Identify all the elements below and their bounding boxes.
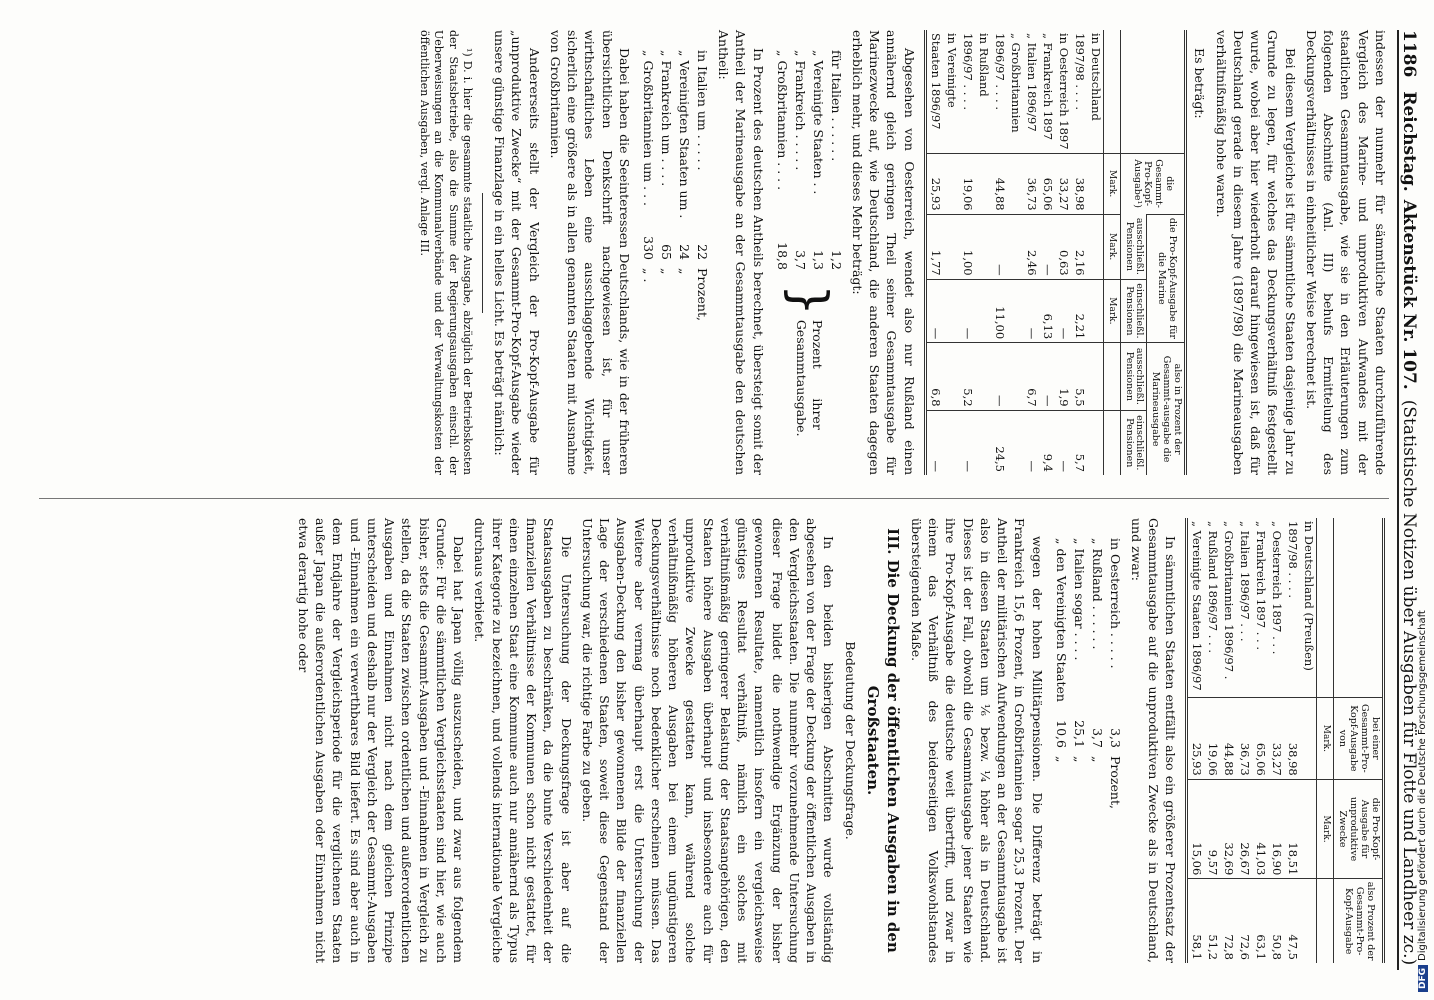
unit-label: Mark. <box>1317 779 1334 879</box>
cell-value: 26,67 <box>1236 779 1252 879</box>
cell-value: — <box>925 279 943 343</box>
row-label: „ Italien 1896/97 . . . <box>1238 521 1253 642</box>
table-row <box>975 30 991 475</box>
cell-value: — <box>1039 214 1055 279</box>
cell-value <box>1007 214 1023 279</box>
cell-value: 6,13 <box>1039 279 1055 343</box>
list-unit: „ <box>658 268 674 275</box>
table-row <box>1023 30 1039 475</box>
cell-value: 44,88 <box>1220 698 1236 780</box>
row-label: 1897/98 . . . . <box>1072 33 1087 111</box>
row-label: in Vereinigte <box>944 33 959 108</box>
cell-value: 1,9 <box>1055 343 1071 410</box>
table-row <box>1055 30 1071 475</box>
list-value: 25,1 <box>1071 720 1087 748</box>
list-label: in Oesterreich . . . . . <box>1107 538 1123 669</box>
row-label: „ Oesterreich 1897 . . . <box>1270 521 1285 655</box>
row-label: „ Italien 1896/97 <box>1024 33 1039 132</box>
list-label: „ den Vereinigten Staaten <box>1053 538 1069 702</box>
cell-value: 18,51 <box>1284 779 1300 879</box>
cell-value: 5,2 <box>959 343 975 410</box>
list-item <box>1106 538 1124 963</box>
footnote: ¹) D. i. hier die gesammte staatliche Ausgabe, abzüglich der Betriebskosten der Staatsbetriebe, also die Summe der Regierungsausgaben einschl. der Ueberweisungen an die Kommunalverbände und der Verwaltungskosten der öffentlichen Ausgaben, vergl. Anlage III. <box>418 30 474 475</box>
list-item <box>1052 538 1070 963</box>
cell-value <box>1007 343 1023 410</box>
table-row <box>1007 30 1023 475</box>
cell-value <box>1087 410 1104 475</box>
row-label: „ Großbritannien <box>1008 33 1023 133</box>
col-header-marine: die Pro-Kopf-Ausgabe für die Marine <box>1147 214 1186 343</box>
table-row <box>1071 30 1087 475</box>
column-divider <box>39 498 1389 499</box>
cell-value: 25,93 <box>1187 698 1205 780</box>
cell-value <box>1087 279 1104 343</box>
table-row <box>1039 30 1055 475</box>
table-row <box>1268 518 1284 963</box>
list-label: „ Frankreich . . . . . <box>792 50 808 171</box>
cell-value: — <box>1055 410 1071 475</box>
paragraph: Bei diesem Vergleiche ist für sämmtliche Staaten dasjenige Jahr zu Grunde zu legen, für welches das Deckungsverhältniß festgestellt wurde, wobei aber hier wiederholt darauf hingewiesen ist, daß für Deutschland gerade in diesem Jahre (1897/98) die Marineausgaben verhältnißmäßig hohe waren. <box>1213 30 1298 475</box>
table-row <box>1187 518 1205 963</box>
cell-value: 65,06 <box>1039 153 1055 214</box>
col-header-excl: ausschließl. Pensionen <box>1120 214 1147 279</box>
cell-value: 32,69 <box>1220 779 1236 879</box>
list-label: „ Großbritannien um . . . <box>640 50 656 206</box>
cell-value <box>1007 410 1023 475</box>
cell-value: — <box>1023 410 1039 475</box>
paragraph: In den beiden bisherigen Abschnitten wurde vollständig abgesehen von der Frage der Deckung der öffentlichen Ausgaben in den Vergleichsstaaten. Die nunmehr vorzunehmende Untersuchung dieser Frage bildet die nothwendige Ergänzung der bisher gewonnenen Resultate, namentlich insofern ein vergleichsweise günstiges Resultat verhältniß, nämlich ein solches mit verhältnißmäßig geringerer Belastung der Staatsangehörigen, den Staaten höhere Ausgaben überhaupt und insbesondere auch für unproduktive Zwecke gestatten kann, während solche verhältnißmäßig höheren Ausgaben bei einem ungünstigeren Deckungsverhältnisse noch bedenklicher erscheinen müssen. Das Weitere aber vermag überhaupt erst die Untersuchung der Ausgaben-Deckung den bisher gewonnenen Bilde der finanziellen Lage der verschiedenen Staaten, soweit diese Gegenstand der Untersuchung war, die richtige Farbe zu geben. <box>579 518 837 963</box>
list-label: „ Großbritannien . . . . <box>774 50 790 191</box>
cell-value: 19,06 <box>959 153 975 214</box>
col-header-percent: also Prozent der Gesammt-Pro-Kopf-Ausgabe <box>1334 879 1384 963</box>
row-label: „ Vereinigte Staaten 1896/97 <box>1190 521 1205 691</box>
cell-value: 41,03 <box>1252 779 1268 879</box>
cell-value: 38,98 <box>1284 698 1300 780</box>
cell-value <box>1300 698 1317 780</box>
cell-value: 1,00 <box>959 214 975 279</box>
cell-value <box>1087 343 1104 410</box>
list-unit: „ . <box>640 268 656 283</box>
cell-value: 65,06 <box>1252 698 1268 780</box>
list-label: „ Vereinigte Staaten . . <box>810 50 826 195</box>
paragraph: wegen der hohen Militärpensionen. Die Differenz beträgt in Frankreich 15,6 Prozent, in Großbritannien sogar 25,3 Prozent. Der Antheil der militärischen Aufwendungen an der Gesammtausgabe ist also in diesen Staaten um ⅙ bezw. ¼ höher als in Deutschland. Dieses ist der Fall, obwohl die Gesammtausgabe jener Staaten wie ihre Pro-Kopf-Ausgabe die deutsche weit übertrifft, und zwar in einem das Verhältniß des beiderseitigen Volkswohlstandes übersteigenden Maße. <box>908 518 1045 963</box>
cell-value: 58,1 <box>1187 879 1205 963</box>
header-reichstag: Reichstag. <box>1399 91 1419 192</box>
row-label: 1896/97 . . . . <box>960 33 975 111</box>
list-value: 3,7 <box>1089 728 1105 748</box>
col-header-total: die Gesammt-Pro-Kopf-Ausgabe¹) <box>1120 153 1186 214</box>
brace-glyph: } <box>779 284 838 316</box>
cell-value: 36,73 <box>1236 698 1252 780</box>
list-value: 3,3 <box>1107 728 1123 748</box>
table-row <box>959 30 975 475</box>
table-row <box>943 30 959 475</box>
row-label: 1897/98 . . . . <box>1286 521 1301 599</box>
table-row <box>1220 518 1236 963</box>
table-row <box>1252 518 1268 963</box>
list-label: „ Italien sogar . . . . <box>1071 538 1087 661</box>
cell-value <box>1087 214 1104 279</box>
col-header-percent: also in Prozent der Gesammt-ausgabe die Marineausgabe <box>1147 343 1186 475</box>
cell-value <box>1300 779 1317 879</box>
row-label: „ Rußland 1896/97 . . . <box>1206 521 1221 654</box>
list-unit: „ <box>1071 756 1087 763</box>
dfg-logo: DFG <box>1418 965 1428 992</box>
list-item <box>639 50 657 475</box>
cell-value: 6,7 <box>1023 343 1039 410</box>
cell-value: 72,8 <box>1220 879 1236 963</box>
cell-value <box>975 279 991 343</box>
cell-value: 9,57 <box>1204 779 1220 879</box>
col-header-incl: einschließl. Pensionen <box>1120 410 1147 475</box>
list-value: 1,2 <box>828 250 844 270</box>
row-label: 1896/97 . . . . <box>992 33 1007 111</box>
unproductive-expenditure-table <box>1185 518 1385 963</box>
row-label: in Rußland <box>976 33 991 97</box>
cell-value: — <box>991 343 1007 410</box>
header-aktenstueck: Aktenstück Nr. 107. <box>1399 199 1419 390</box>
list-value: 65 <box>658 244 674 260</box>
cell-value: 11,00 <box>991 279 1007 343</box>
col-header-incl: einschließl. Pensionen <box>1120 279 1147 343</box>
row-label: „ Frankreich 1897 . . . <box>1254 521 1269 651</box>
unit-label: Mark. <box>1103 153 1120 214</box>
cell-value <box>1087 153 1104 214</box>
row-label: Staaten 1896/97 <box>928 33 943 130</box>
page-number: 1186 <box>1399 30 1419 78</box>
cell-value: 6,8 <box>925 343 943 410</box>
list-value: 3,7 <box>792 250 808 270</box>
brace-list <box>773 50 845 475</box>
list-value: 18,8 <box>774 242 790 270</box>
list-value: 24 <box>676 244 692 260</box>
cell-value: 33,27 <box>1055 153 1071 214</box>
list-item <box>657 50 675 475</box>
cell-value <box>943 214 959 279</box>
brace-text: Prozent ihrer Gesammtausgabe. <box>793 319 825 437</box>
cell-value: 2,46 <box>1023 214 1039 279</box>
section-subtitle: Bedeutung der Deckungsfrage. <box>842 641 858 840</box>
list-label: „ Vereinigten Staaten um . <box>676 50 692 219</box>
col-header-total: bei einer Gesammt-Pro-Kopf-Ausgabe von <box>1334 698 1384 780</box>
cell-value: 5,5 <box>1071 343 1087 410</box>
right-column <box>291 518 1389 963</box>
row-label: „ Großbritannien 1896/97 . <box>1222 521 1237 680</box>
unit-label: Mark. <box>1103 214 1120 279</box>
cell-value <box>1007 153 1023 214</box>
cell-value: — <box>1039 343 1055 410</box>
cell-value: — <box>1023 279 1039 343</box>
table-row <box>1284 518 1300 963</box>
paragraph: Abgesehen von Oesterreich, wendet also nur Rußland einen annähernd gleich geringen Theil seiner Gesammtausgabe für Marinezwecke auf, wie Deutschland, die anderen Staaten dagegen erheblich mehr, und dieses Mehr beträgt: <box>849 30 917 475</box>
col-header-excl: ausschließl. Pensionen <box>1120 343 1147 410</box>
cell-value <box>943 279 959 343</box>
cell-value: 2,21 <box>1071 279 1087 343</box>
cell-value: 51,2 <box>1204 879 1220 963</box>
cell-value: — <box>991 214 1007 279</box>
list-value: 10,6 <box>1053 720 1069 748</box>
list-unit: „ <box>1053 756 1069 763</box>
cell-value: — <box>959 279 975 343</box>
digitization-credit <box>1417 610 1428 992</box>
cell-value: — <box>959 410 975 475</box>
list-unit: Prozent, <box>1107 756 1123 809</box>
credit-text: Digitalisierung gefördert durch die Deutsche Forschungsgemeinschaft <box>1417 610 1428 961</box>
list-label: für Italien . . . . . . <box>828 50 844 162</box>
row-label: in Oesterreich 1897 <box>1056 33 1071 150</box>
table-row <box>1087 30 1104 475</box>
paragraph: Dabei haben die Seeinteressen Deutschlands, wie in der früheren übersichtlichen Denkschrift nachgewiesen ist, für unser wirthschaftliches Leben eine ausschlaggebende Wichtigkeit, sicherlich eine größere als in allen genannten Staaten mit Ausnahme von Großbritannien. <box>547 30 632 475</box>
percent-list <box>1052 538 1124 963</box>
cell-value: 50,8 <box>1268 879 1284 963</box>
cell-value: 44,88 <box>991 153 1007 214</box>
list-unit: „ <box>676 268 692 275</box>
list-value: 1,3 <box>810 250 826 270</box>
table-row <box>925 30 943 475</box>
table-row <box>1204 518 1220 963</box>
cell-value <box>1300 879 1317 963</box>
cell-value: 24,5 <box>991 410 1007 475</box>
cell-value <box>975 410 991 475</box>
list-value: 22 <box>694 244 710 260</box>
list-label: „ Frankreich um . . . . <box>658 50 674 187</box>
cell-value: 72,6 <box>1236 879 1252 963</box>
table-row <box>991 30 1007 475</box>
paragraph: indessen der nunmehr für sämmtliche Staaten durchzuführende Vergleich des Marine- und unproduktiven Aufwandes mit der staatlichen Gesammtausgabe, wie sie in den Erläuterungen zum folgenden Abschnitte (Anl. III) behufs Ermittelung des Deckungsverhältnisses in einheitlicher Weise berechnet ist. <box>1304 30 1388 475</box>
unit-label: Mark. <box>1103 279 1120 343</box>
col-header-unproductive: die Pro-Kopf-Ausgabe für unproduktive Zwecke <box>1334 779 1384 879</box>
cell-value: 25,93 <box>925 153 943 214</box>
paragraph: Dabei hat Japan völlig auszuscheiden, und zwar aus folgendem Grunde: Für die sämmtlichen Vergleichsstaaten sind hier, wie auch bisher, stets die Gesammt-Ausgaben und -Einnahmen in Vergleich zu stellen, da die Staaten zwischen ordentlichen und außerordentlichen Ausgaben und Einnahmen nicht nach dem gleichen Prinzipe unterscheiden und deshalb nur der Vergleich der Gesammt-Ausgaben und -Einnahmen ein verwerthbares Bild liefert. Es sind aber auch in dem Endjahre der Vergleichsperiode für die verglichenen Staaten außer Japan die außerordentlichen Ausgaben oder Einnahmen nicht etwa derartig hohe oder <box>295 518 467 963</box>
paragraph: In sämmtlichen Staaten entfällt also ein größerer Prozentsatz der Gesammtausgabe auf die unproduktiven Zwecke als in Deutschland, und zwar: <box>1128 518 1179 963</box>
section-title: III. Die Deckung der öffentlichen Ausgaben in den Großstaaten. <box>864 528 902 953</box>
cell-value: 36,73 <box>1023 153 1039 214</box>
cell-value: 47,5 <box>1284 879 1300 963</box>
list-item <box>827 50 845 280</box>
list-label: in Italien um . . . . . <box>694 50 710 171</box>
footnote-separator <box>482 193 483 313</box>
left-column <box>413 30 1389 475</box>
paragraph: Es beträgt: <box>1192 48 1208 119</box>
cell-value <box>975 343 991 410</box>
cell-value <box>943 410 959 475</box>
list-item <box>1088 538 1106 963</box>
table-row <box>1300 518 1317 963</box>
list-unit: „ <box>1089 756 1105 763</box>
row-label: „ Frankreich 1897 <box>1040 33 1055 141</box>
percent-list <box>639 50 711 475</box>
cell-value: 38,98 <box>1071 153 1087 214</box>
marine-expenditure-table <box>924 30 1188 475</box>
cell-value: 19,06 <box>1204 698 1220 780</box>
row-label: in Deutschland (Preußen) <box>1302 521 1317 671</box>
paragraph: Die Untersuchung der Deckungsfrage ist aber auf die Staatsausgaben zu beschränken, da die bunte Verschiedenheit der finanziellen Verhältnisse der Kommunen schon nicht gestattet, für einen einzelnen Staat eine Kommune auch nur annähernd als Typus ihrer Kategorie zu bezeichnen, und vollends internationale Vergleiche durchaus verbietet. <box>472 518 574 963</box>
cell-value: 16,90 <box>1268 779 1284 879</box>
table-row <box>1236 518 1252 963</box>
cell-value: 2,16 <box>1071 214 1087 279</box>
cell-value <box>1007 279 1023 343</box>
list-item <box>791 50 809 280</box>
cell-value: 63,1 <box>1252 879 1268 963</box>
list-item <box>675 50 693 475</box>
list-value: 330 <box>640 236 656 260</box>
cell-value: 33,27 <box>1268 698 1284 780</box>
list-item <box>1070 538 1088 963</box>
list-label: „ Rußland . . . . . . <box>1089 538 1105 650</box>
paragraph: In Prozent des deutschen Antheils berechnet, übersteigt somit der Antheil der Marineausgabe an der Gesammtausgabe den deutschen Antheil: <box>716 30 766 475</box>
list-item <box>809 50 827 280</box>
cell-value: — <box>1055 279 1071 343</box>
cell-value <box>943 153 959 214</box>
paragraph: Andererseits stellt der Vergleich der Pro-Kopf-Ausgabe für „unproduktive Zwecke“ mit der Gesammt-Pro-Kopf-Ausgabe wieder unsere günstige Finanzlage in ein helles Licht. Es beträgt nämlich: <box>492 30 542 475</box>
cell-value: 1,77 <box>925 214 943 279</box>
list-item <box>773 50 791 280</box>
cell-value <box>975 153 991 214</box>
list-item <box>693 50 711 475</box>
cell-value: 0,63 <box>1055 214 1071 279</box>
list-unit: Prozent, <box>694 268 710 321</box>
cell-value: 5,7 <box>1071 410 1087 475</box>
cell-value <box>943 343 959 410</box>
unit-label: Mark. <box>1317 698 1334 780</box>
header-subtitle: (Statistische Notizen über Ausgaben für Flotte und Landheer zc.) <box>1399 399 1419 966</box>
cell-value: — <box>925 410 943 475</box>
cell-value: 9,4 <box>1039 410 1055 475</box>
row-label: in Deutschland <box>1088 33 1103 121</box>
cell-value <box>975 214 991 279</box>
cell-value: 15,06 <box>1187 779 1205 879</box>
